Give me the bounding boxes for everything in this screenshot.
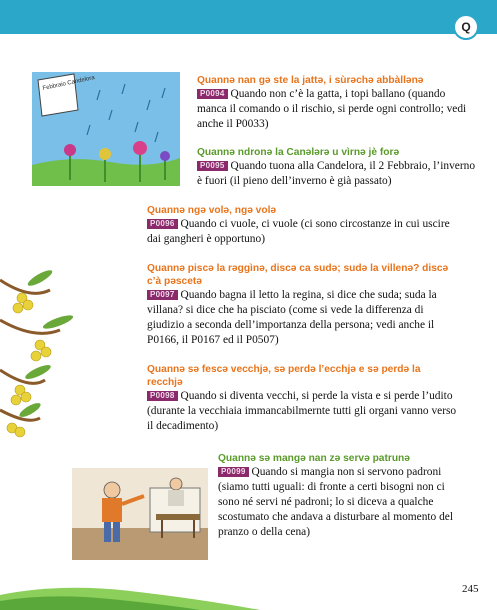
entry-heading: Quannə nan gə ste la jattə, i sùrəchə abbàllənə xyxy=(197,75,424,86)
entry-code-badge: P0095 xyxy=(197,161,228,171)
entry-text: Quando tuona alla Candelora, il 2 Febbraio, l’inverno è fuori (il pieno dell’inverno è già passato) xyxy=(197,160,476,187)
section-letter-tab: Q xyxy=(453,14,479,40)
illustration-label: Febbraio Candelora xyxy=(42,75,96,92)
entry-p0094 xyxy=(197,74,467,132)
dinner-scene-illustration xyxy=(72,468,208,560)
entry-code-badge: P0094 xyxy=(197,89,228,99)
entry-p0099 xyxy=(218,452,468,540)
entry-code-badge: P0097 xyxy=(147,290,178,300)
grass-decoration xyxy=(0,565,497,610)
entry-text: Quando non c’è la gatta, i topi ballano (quando manca il comando o il rischio, si perde ogni controllo; vedi anche il P0033) xyxy=(197,88,467,130)
entry-text: Quando si diventa vecchi, si perde la vista e si perde l’udito (durante la vecchiaia immancabilmernte tutti gli organi vanno verso il decadimento) xyxy=(147,390,457,432)
entry-code-badge: P0099 xyxy=(218,467,249,477)
entry-text: Quando bagna il letto la regina, si dice che suda; suda la villana? si dice che ha pisciato (come si vede la differenza di giudizio a seconda dell’importanza della persona; vedi anche il P0166, il P0167 ed il P0507) xyxy=(147,289,437,346)
entry-code-badge: P0096 xyxy=(147,219,178,229)
entry-p0095 xyxy=(197,146,477,189)
entry-heading: Quannə sə fescə vecchjə, sə perdə l’ecchjə e sə perdə la recchjə xyxy=(147,364,421,388)
entry-text: Quando si mangia non si servono padroni (siamo tutti uguali: di fronte a certi bisogni non ci sono né servi né padroni; lo si diceva a qualche scostumato che andava a disturbare al momento del pranzo o della cena) xyxy=(218,466,454,538)
entry-heading: Quannə ndronə la Canələrə u vìrnə jè forə xyxy=(197,147,400,158)
page-number: 245 xyxy=(462,583,479,595)
branch-decoration xyxy=(0,250,88,440)
entry-heading: Quannə ngə volə, ngə volə xyxy=(147,205,277,216)
entry-text: Quando ci vuole, ci vuole (ci sono circostanze in cui uscire dai gangheri è opportuno) xyxy=(147,218,450,245)
top-color-band xyxy=(0,0,497,34)
entry-p0096 xyxy=(147,204,462,247)
entry-code-badge: P0098 xyxy=(147,391,178,401)
entry-p0098 xyxy=(147,363,457,434)
entry-heading: Quannə piscə la rəggìnə, discə ca sudə; sudə la villenə? discə c’à pəscetə xyxy=(147,263,449,287)
rain-flowers-illustration xyxy=(30,70,182,188)
entry-heading: Quannə sə mangə nan zə servə patrunə xyxy=(218,453,410,464)
entry-p0097 xyxy=(147,262,457,348)
